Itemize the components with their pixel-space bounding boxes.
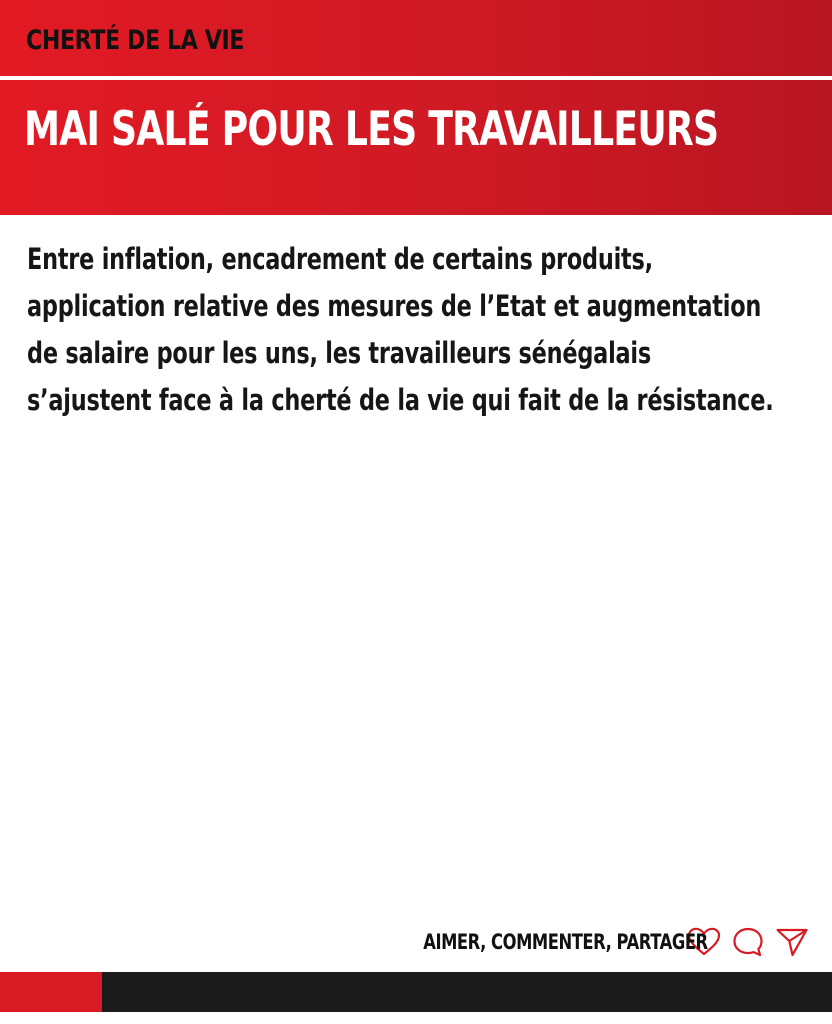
footer-accent: [0, 972, 102, 1012]
lead-paragraph: Entre inflation, encadrement de certains produits, application relative des mesures de l’Etat et augmentation de salaire pour les uns, les travailleurs sénégalais s’ajustent face à la cherté de la vie qui fait de la résistance.: [27, 242, 774, 417]
engagement-bar: [343, 924, 810, 960]
footer-bar: [0, 972, 832, 1012]
share-icon[interactable]: [774, 924, 810, 960]
lead-container: [27, 236, 779, 424]
engagement-label: AIMER, COMMENTER, PARTAGER: [423, 930, 708, 954]
headline: MAI SALÉ POUR LES TRAVAILLEURS: [24, 102, 719, 157]
comment-icon[interactable]: [730, 924, 766, 960]
header-band: [0, 0, 832, 215]
kicker-title: CHERTÉ DE LA VIE: [26, 25, 244, 56]
header-divider: [0, 76, 832, 80]
